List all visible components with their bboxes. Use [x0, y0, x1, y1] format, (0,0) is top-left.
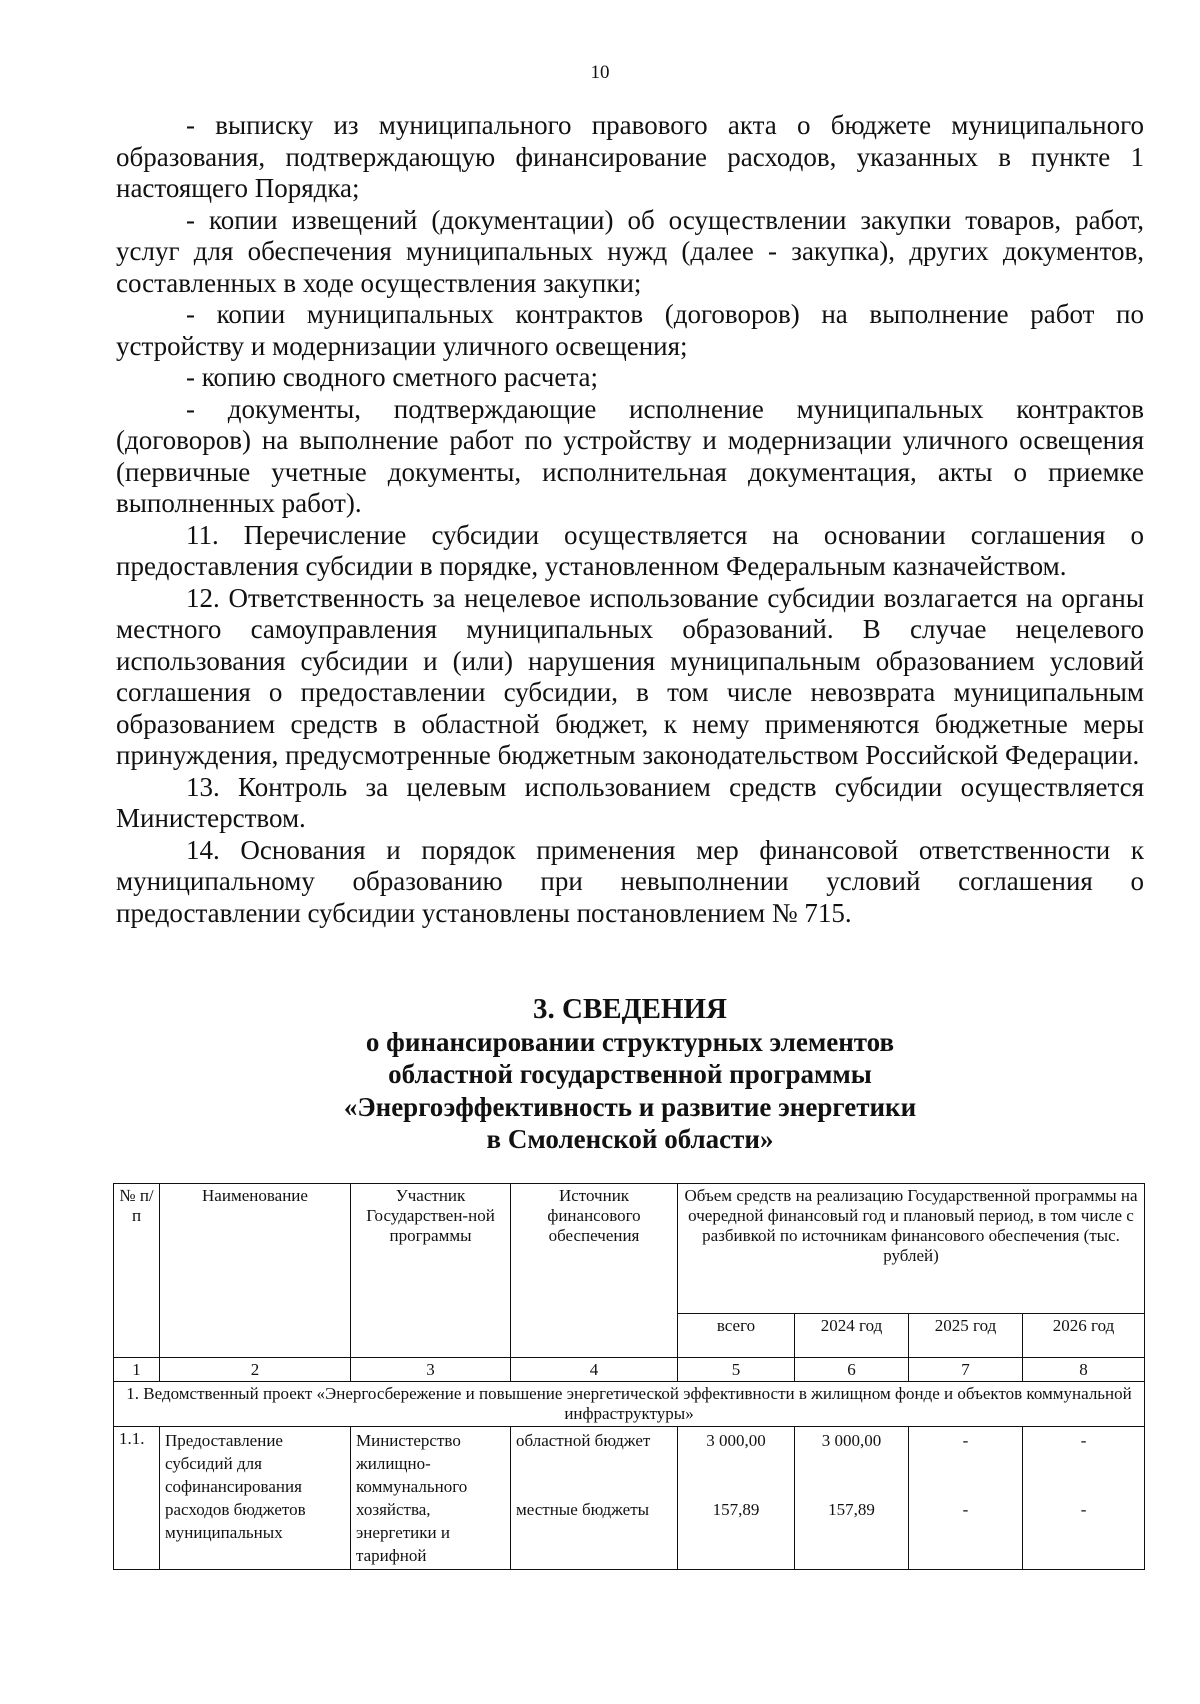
column-number: 2 — [160, 1358, 351, 1382]
source-item: областной бюджет — [516, 1431, 651, 1450]
header-volume: Объем средств на реализацию Государственной программы на очередной финансовый год и плановый период, в том числе с разбивкой по источникам финансового обеспечения (тыс. рублей) — [678, 1184, 1145, 1314]
column-number: 5 — [678, 1358, 795, 1382]
header-total: всего — [678, 1314, 795, 1358]
value-cell: - — [1080, 1431, 1087, 1450]
paragraph: 11. Перечисление субсидии осуществляется на основании соглашения о предоставления субсидии в порядке, установленном Федеральным казначейством. — [116, 519, 1144, 581]
value-cell: 157,89 — [828, 1500, 875, 1519]
header-name: Наименование — [160, 1184, 351, 1358]
paragraph: - копию сводного сметного расчета; — [186, 362, 598, 392]
row-name: Предоставление субсидий для софинансирования расходов бюджетов муниципальных — [160, 1427, 351, 1570]
value-cell: 157,89 — [712, 1500, 760, 1519]
row-2026 — [1023, 1427, 1145, 1570]
paragraph: - копии извещений (документации) об осуществлении закупки товаров, работ, услуг для обеспечения муниципальных нужд (далее - закупка), других документов, составленных в ходе осуществления закупки; — [116, 204, 1144, 298]
column-number: 3 — [351, 1358, 511, 1382]
paragraph: 14. Основания и порядок применения мер финансовой ответственности к муниципальному образованию при невыполнении условий соглашения о предоставлении субсидии установлены постановлением № 715. — [116, 834, 1144, 928]
table-row — [114, 1427, 1145, 1570]
row-2025 — [909, 1427, 1023, 1570]
paragraph: - документы, подтверждающие исполнение муниципальных контрактов (договоров) на выполнение работ по устройству и модернизации уличного освещения (первичные учетные документы, исполнительная документация, акты о приемке выполненных работ). — [116, 393, 1144, 518]
header-source: Источник финансового обеспечения — [511, 1184, 678, 1358]
paragraph: - копии муниципальных контрактов (договоров) на выполнение работ по устройству и модернизации уличного освещения; — [116, 299, 1144, 361]
financing-table — [113, 1183, 1145, 1570]
value-cell: 3 000,00 — [821, 1431, 882, 1450]
row-total — [678, 1427, 795, 1570]
table-header-row — [114, 1184, 1145, 1314]
row-num: 1.1. — [114, 1427, 160, 1570]
value-cell: - — [1080, 1500, 1087, 1519]
column-number: 1 — [114, 1358, 160, 1382]
source-item: местные бюджеты — [516, 1500, 650, 1519]
page-number: 10 — [590, 62, 610, 83]
value-cell: 3 000,00 — [706, 1431, 766, 1450]
section-row — [114, 1382, 1145, 1427]
heading-line: областной государственной программы — [388, 1059, 872, 1089]
header-year-2025: 2025 год — [909, 1314, 1023, 1358]
column-number: 8 — [1023, 1358, 1145, 1382]
header-num: № п/п — [114, 1184, 160, 1358]
column-number: 7 — [909, 1358, 1023, 1382]
heading-line: в Смоленской области» — [486, 1124, 774, 1154]
paragraph: 12. Ответственность за нецелевое использование субсидии возлагается на органы местного самоуправления муниципальных образований. В случае нецелевого использования субсидии и (или) нарушения муниципальным образованием условий соглашения о предоставлении субсидии, в том числе невозврата муниципальным образованием средств в областной бюджет, к нему применяются бюджетные меры принуждения, предусмотренные бюджетным законодательством Российской Федерации. — [116, 582, 1144, 770]
heading-line: 3. СВЕДЕНИЯ — [533, 993, 727, 1025]
column-number: 6 — [795, 1358, 909, 1382]
value-cell: - — [962, 1500, 969, 1519]
section-heading — [116, 993, 1144, 1156]
row-2024 — [795, 1427, 909, 1570]
heading-line: «Энергоэффективность и развитие энергетики — [343, 1091, 917, 1122]
section-title: 1. Ведомственный проект «Энергосбережение и повышение энергетической эффективности в жилищном фонде и объектов коммунальной инфраструктуры» — [114, 1382, 1145, 1427]
header-participant: Участник Государствен-ной программы — [351, 1184, 511, 1358]
heading-line: о финансировании структурных элементов — [365, 1026, 895, 1057]
document-body — [116, 110, 1144, 929]
column-number: 4 — [511, 1358, 678, 1382]
paragraph: 13. Контроль за целевым использованием средств субсидии осуществляется Министерством. — [116, 771, 1144, 833]
column-numbers-row — [114, 1358, 1145, 1382]
row-participant: Министерство жилищно-коммунального хозяйства, энергетики и тарифной — [351, 1427, 511, 1570]
header-year-2026: 2026 год — [1023, 1314, 1145, 1358]
value-cell: - — [962, 1431, 969, 1450]
paragraph: - выписку из муниципального правового акта о бюджете муниципального образования, подтверждающую финансирование расходов, указанных в пункте 1 настоящего Порядка; — [116, 110, 1144, 203]
header-year-2024: 2024 год — [795, 1314, 909, 1358]
row-sources — [511, 1427, 678, 1570]
